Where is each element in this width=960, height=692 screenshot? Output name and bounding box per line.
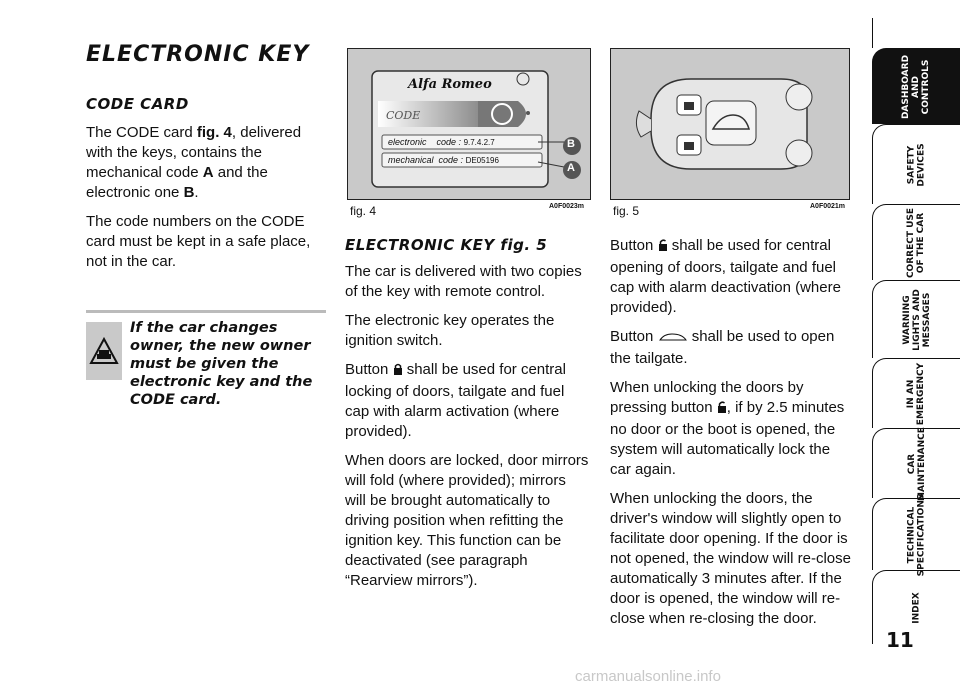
tab-dashboard-and-controls[interactable] <box>872 48 960 124</box>
section-title-code-card: CODE CARD <box>86 95 189 113</box>
marker-b: B <box>567 138 575 150</box>
text: and the electronic one <box>86 164 268 201</box>
left-column <box>86 42 326 281</box>
code-safe-paragraph: The code numbers on the CODE card must be kept in a safe place, not in the car. <box>86 213 311 270</box>
value: DE05196 <box>465 156 499 165</box>
tab-label: DASHBOARD AND CONTROLS <box>901 54 932 119</box>
code-card-paragraph <box>86 123 326 203</box>
text: Button <box>345 361 393 378</box>
text: shall be used for central opening of doors, tailgate and fuel cap with alarm deactivation (where provided). <box>610 237 841 316</box>
tab-car-maintenance[interactable] <box>872 426 960 501</box>
fig4-reference: fig. 4 <box>196 124 232 141</box>
middle-column <box>345 236 590 600</box>
tab-label: WARNING LIGHTS AND MESSAGES <box>901 288 932 351</box>
text: The CODE card <box>86 124 197 141</box>
delivered-paragraph: The car is delivered with two copies of the key with remote control. <box>345 263 582 300</box>
tab-label: INDEX <box>911 591 922 624</box>
tab-label: CORRECT USE OF THE CAR <box>906 207 927 278</box>
auto-relock-paragraph <box>610 378 854 480</box>
warning-car-icon <box>86 322 122 380</box>
value: 9.7.4.2.7 <box>463 138 495 147</box>
fig4-label: fig. 4 <box>350 204 377 218</box>
section-title-electronic-key: ELECTRONIC KEY fig. 5 <box>345 236 548 254</box>
mechanical-code-label <box>388 155 499 165</box>
page-title: ELECTRONIC KEY <box>86 42 310 67</box>
label: electronic code : <box>388 137 462 147</box>
tab-label: SAFETY DEVICES <box>906 142 927 187</box>
fig5-code: A0F0021m <box>810 203 846 210</box>
card-code-word: CODE <box>386 109 421 122</box>
tailgate-button-paragraph <box>610 327 854 369</box>
text: , if by 2.5 minutes no door or the boot is opened, the system will automatically lock the car again. <box>610 399 845 478</box>
marker-b-ref: B <box>183 184 195 201</box>
warning-box <box>86 310 326 409</box>
text: shall be used to open the tailgate. <box>610 328 835 367</box>
tab-label: CAR MAINTENANCE <box>906 426 927 501</box>
lock-open-icon <box>717 400 727 420</box>
text: When unlocking the doors by pressing button <box>610 379 804 416</box>
ignition-paragraph: The electronic key operates the ignition switch. <box>345 312 555 349</box>
fig4-image <box>347 48 591 200</box>
page-number: 11 <box>886 628 914 652</box>
divider <box>86 310 326 313</box>
fig5-image <box>610 48 850 200</box>
watermark: carmanualsonline.info <box>575 668 721 685</box>
tab-label: TECHNICAL SPECIFICATIONS <box>906 493 927 576</box>
tab-safety-devices[interactable] <box>872 124 960 204</box>
lock-closed-icon <box>393 362 403 382</box>
electronic-code-label <box>388 137 495 147</box>
text: Button <box>610 328 658 345</box>
electronic-key-illustration <box>611 49 849 199</box>
fig5-label: fig. 5 <box>613 204 640 218</box>
warning-text <box>86 319 326 409</box>
right-column <box>610 236 854 638</box>
marker-a: A <box>567 162 575 174</box>
card-brand: Alfa Romeo <box>408 77 492 92</box>
window-paragraph: When unlocking the doors, the driver's window will slightly open to facilitate door opening. If the door is not opened, the window will re-close automatically 3 minutes after. If the door is opened, the window will re-close when re-closing the door. <box>610 490 851 627</box>
tab-correct-use[interactable] <box>872 204 960 280</box>
tab-label: IN AN EMERGENCY <box>906 362 927 425</box>
mirrors-paragraph: When doors are locked, door mirrors will fold (where provided); mirrors will be brought automatically to driving position when refitting the ignition key. This function can be deactivated (see paragraph “Rearview mirrors”). <box>345 452 589 589</box>
marker-a-ref: A <box>202 164 214 181</box>
warning-text-content: If the car changes owner, the new owner must be given the electronic key and the CODE card. <box>130 320 313 408</box>
label: mechanical code : <box>388 155 464 165</box>
tab-warning-lights[interactable] <box>872 280 960 358</box>
car-tailgate-icon <box>658 329 688 349</box>
code-card-illustration <box>348 49 590 199</box>
tab-in-an-emergency[interactable] <box>872 358 960 428</box>
text: , delivered with the keys, contains the mechanical code <box>86 124 302 181</box>
tab-technical-specifications[interactable] <box>872 493 960 576</box>
text: Button <box>610 237 658 254</box>
lock-button-paragraph <box>345 360 590 442</box>
divider <box>872 18 873 48</box>
lock-open-icon <box>658 238 668 258</box>
unlock-button-paragraph <box>610 236 854 318</box>
fig4-code: A0F0023m <box>549 203 585 210</box>
chapter-sidebar <box>870 18 960 692</box>
text: shall be used for central locking of doors, tailgate and fuel cap with alarm activation (where provided). <box>345 361 566 440</box>
text: . <box>194 184 199 201</box>
